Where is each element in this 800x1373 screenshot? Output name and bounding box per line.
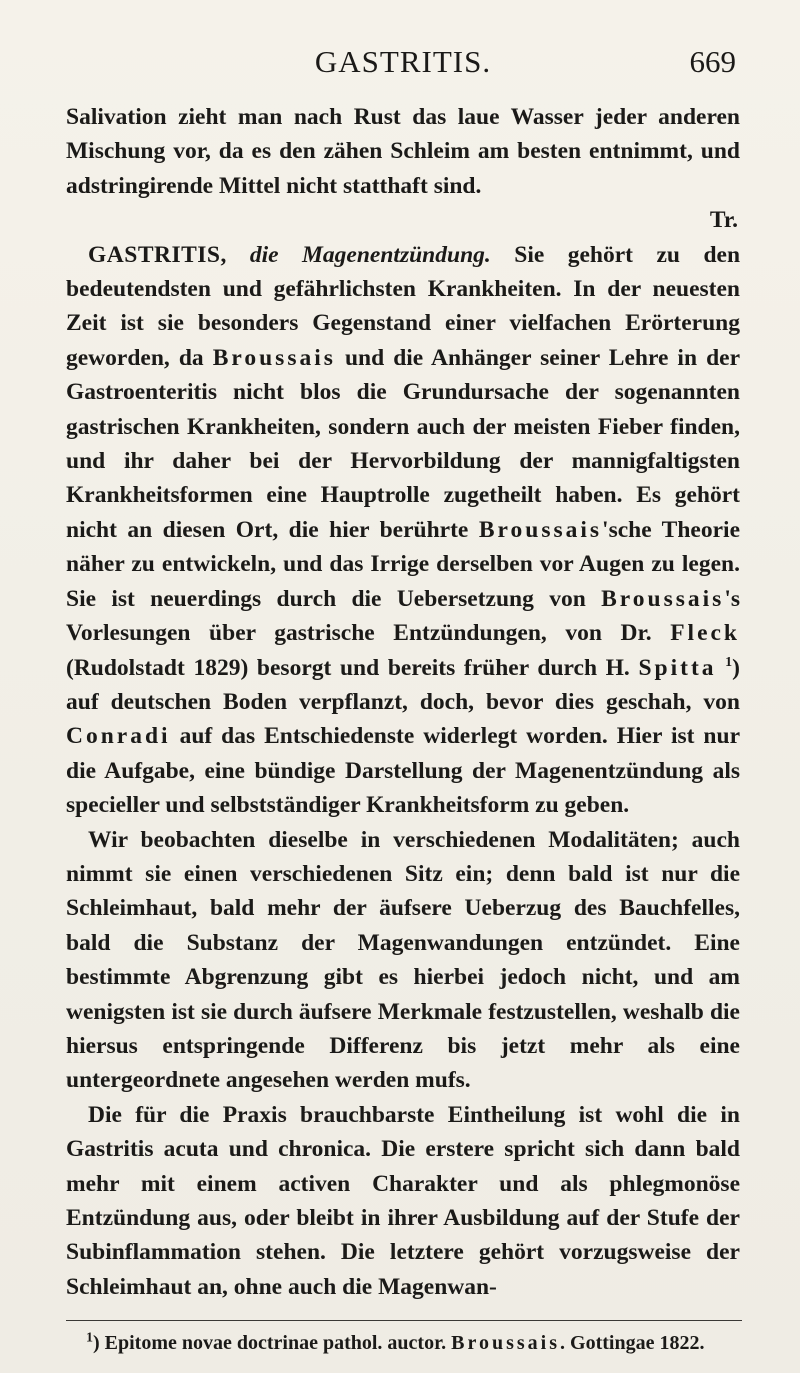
text-segment: (Rudolstadt 1829) besorgt und bereits früher durch H.: [66, 654, 630, 681]
footnote: [66, 1329, 740, 1357]
paragraph-salivation: Salivation zieht man nach Rust das laue Wasser jeder anderen Mischung vor, da es den zähen Schleim am besten entnimmt, und adstringirende Mittel nicht statthaft sind.: [66, 104, 740, 199]
text-segment: auf das Entschiedenste widerlegt worden. Hier ist nur die Aufgabe, eine bündige Darstellung der Magenentzündung als specieller und selbstständiger Krankheitsform zu geben.: [66, 723, 741, 819]
paragraph-classification: Die für die Praxis brauchbarste Eintheilung ist wohl die in Gastritis acuta und chronica. Die erstere spricht sich dann bald mehr mit einem activen Charakter und als phlegmonöse Entzündung aus, oder bleibt in ihrer Ausbildung auf der Stufe der Subinflammation stehen. Die letztere gehört vorzugsweise der Schleimhaut an, ohne auch die Magenwan-: [66, 1101, 740, 1300]
text-segment: 'sche Theorie näher zu entwickeln, und das Irrige derselben vor Augen zu legen. Sie ist neuerdings durch die Uebersetzung von: [66, 516, 740, 612]
text-segment: ) auf deutschen Boden verpflanzt, doch, bevor dies geschah, von: [66, 654, 740, 715]
person-name-conradi: Conradi: [66, 723, 171, 750]
person-name-broussais: Broussais: [601, 585, 725, 612]
paragraph-gastritis-definition: GASTRITIS, die Magenentzündung. Sie gehört zu den bedeutendsten und gefährlichsten Krankheiten. In der neuesten Zeit ist sie besonders Gegenstand einer vielfachen Erörterung geworden, da Broussais und die Anhänger seiner Lehre in der Gastroenteritis nicht blos die Grundursache der sogenannten gastrischen Krankheiten, sondern auch der meisten Fieber finden, und ihr daher bei der Hervorbildung der mannigfaltigsten Krankheitsformen eine Hauptrolle zugetheilt haben. Es gehört nicht an diesen Ort, die hier berührte Broussais'sche Theorie näher zu entwickeln, und das Irrige derselben vor Augen zu legen. Sie ist neuerdings durch die Uebersetzung von Broussais's Vorlesungen über gastrische Entzündungen, von Dr. Fleck (Rudolstadt 1829) besorgt und bereits früher durch H. Spitta $^1$) auf deutschen Boden verpflanzt, doch, bevor dies geschah, von Conradi auf das Entschiedenste widerlegt worden. Hier ist nur die Aufgabe, eine bündige Darstellung der Magenentzündung als specieller und selbstständiger Krankheitsform zu geben.: [66, 241, 741, 819]
page-number: 669: [689, 44, 736, 79]
footnote-text: . Gottingae 1822.: [560, 1332, 705, 1355]
person-name-broussais: Broussais: [478, 516, 603, 543]
person-name-fleck: Fleck: [670, 620, 741, 647]
headword-definition: die Magenentzündung.: [249, 241, 491, 268]
body-text: [66, 100, 740, 1304]
person-name-spitta: Spitta: [638, 654, 717, 681]
headword: GASTRITIS: [88, 241, 221, 268]
text-segment: und die Anhänger seiner Lehre in der Gastroenteritis nicht blos die Grundursache der sogenannten gastrischen Krankheiten, sondern auch der meisten Fieber finden, und ihr daher bei der Hervorbildung der mannigfaltigsten Krankheitsformen eine Hauptrolle zugetheilt haben. Es gehört nicht an diesen Ort, die hier berührte: [66, 344, 741, 543]
author-signature: Tr.: [709, 207, 738, 234]
footnote-divider: [66, 1320, 742, 1321]
paragraph-modalities: Wir beobachten dieselbe in verschiedenen Modalitäten; auch nimmt sie einen verschiedenen Sitz ein; denn bald ist nur die Schleimhaut, bald mehr der äufsere Ueberzug des Bauchfelles, bald die Substanz der Magenwandungen entzündet. Eine bestimmte Abgrenzung gibt es hierbei jedoch nicht, und am wenigsten ist sie durch äufsere Merkmale festzustellen, weshalb die hiersus entspringende Differenz bis jetzt mehr als eine untergeordnete angesehen werden mufs.: [66, 826, 740, 1094]
running-title: GASTRITIS.: [314, 44, 492, 79]
footnote-text: ) Epitome novae doctrinae pathol. auctor.: [93, 1332, 447, 1355]
footnote-author-name: Broussais: [451, 1332, 561, 1355]
footnote-marker: 1: [86, 1330, 93, 1346]
person-name-broussais: Broussais: [212, 344, 336, 371]
footnote-reference[interactable]: 1: [725, 654, 733, 670]
text-segment: Sie gehört zu den bedeutendsten und gefährlichsten Krankheiten. In der neuesten Zeit ist sie besonders Gegenstand einer vielfachen Erörterung geworden, da: [66, 241, 741, 371]
running-head: [66, 44, 740, 92]
text-segment: 's Vorlesungen über gastrische Entzündungen, von Dr.: [66, 585, 740, 647]
